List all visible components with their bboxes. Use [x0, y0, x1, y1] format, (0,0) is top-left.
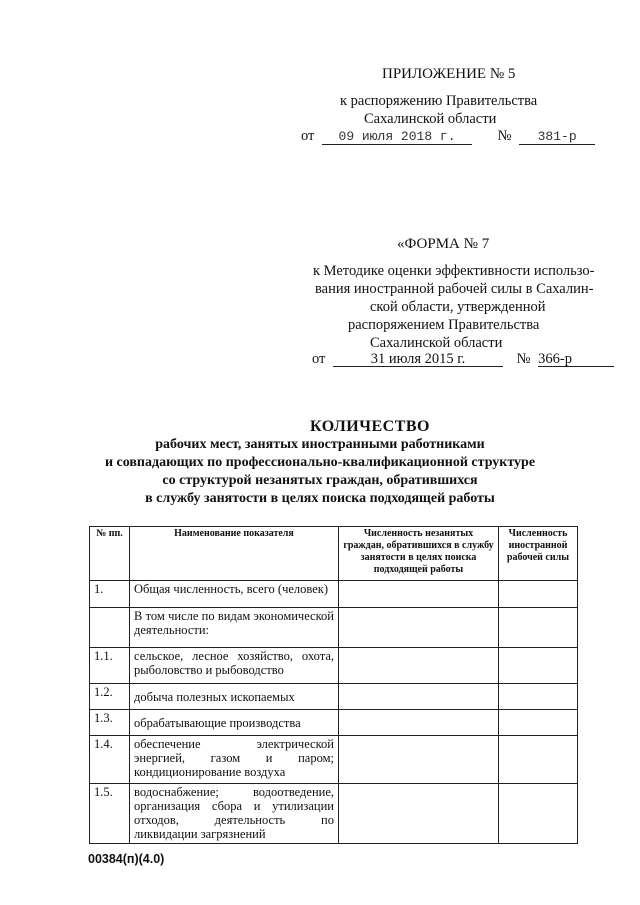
cell-unemployed[interactable] [339, 608, 499, 648]
appendix-title: ПРИЛОЖЕНИЕ № 5 [382, 66, 516, 82]
indicators-table [89, 526, 578, 844]
appendix-number-label: № [497, 128, 512, 144]
document-subtitle-4: в службу занятости в целях поиска подходящей работы [145, 491, 495, 506]
cell-foreign[interactable] [499, 710, 578, 736]
cell-foreign[interactable] [499, 736, 578, 784]
appendix-line-1: к распоряжению Правительства [340, 93, 538, 109]
form-line-1: к Методике оценки эффективности использо- [313, 263, 595, 279]
table-row [90, 736, 578, 784]
appendix-date-row [301, 128, 595, 145]
form-date-row [312, 351, 614, 368]
row-number: 1.5. [90, 784, 130, 844]
form-line-3: ской области, утвержденной [370, 299, 546, 315]
form-line-2: вания иностранной рабочей силы в Сахалин- [315, 281, 594, 297]
appendix-date: 09 июля 2018 г. [322, 130, 472, 145]
table-row [90, 784, 578, 844]
cell-unemployed[interactable] [339, 784, 499, 844]
table-header-row [90, 527, 578, 581]
cell-foreign[interactable] [499, 648, 578, 684]
header-foreign: Численность иностранной рабочей силы [499, 527, 578, 581]
document-subtitle-1: рабочих мест, занятых иностранными работниками [155, 437, 485, 452]
header-name: Наименование показателя [130, 527, 339, 581]
row-indicator-name: добыча полезных ископаемых [130, 684, 339, 710]
row-indicator-name: обеспечение электрической энергией, газом и паром; кондиционирование воздуха [130, 736, 339, 784]
form-number-label: № [516, 351, 531, 367]
row-number: 1.3. [90, 710, 130, 736]
form-line-4: распоряжением Правительства [348, 317, 540, 333]
row-indicator-name: водоснабжение; водоотведение, организация сбора и утилизации отходов, деятельность по ликвидации загрязнений [130, 784, 339, 844]
form-line-5: Сахалинской области [370, 335, 503, 351]
row-number: 1.2. [90, 684, 130, 710]
table-row [90, 710, 578, 736]
table-row [90, 648, 578, 684]
row-number: 1.1. [90, 648, 130, 684]
header-no: № пп. [90, 527, 130, 581]
document-code: 00384(п)(4.0) [88, 852, 165, 866]
form-title: «ФОРМА № 7 [397, 236, 490, 252]
row-indicator-name: сельское, лесное хозяйство, охота, рыболовство и рыбоводство [130, 648, 339, 684]
cell-unemployed[interactable] [339, 736, 499, 784]
form-number: 366-р [538, 352, 614, 367]
row-indicator-name: обрабатывающие производства [130, 710, 339, 736]
row-indicator-name: В том числе по видам экономической деятельности: [130, 608, 339, 648]
table-row [90, 684, 578, 710]
cell-unemployed[interactable] [339, 581, 499, 608]
header-unemployed: Численность незанятых граждан, обратившихся в службу занятости в целях поиска подходящей работы [339, 527, 499, 581]
cell-foreign[interactable] [499, 684, 578, 710]
document-title: КОЛИЧЕСТВО [310, 418, 430, 435]
row-number [90, 608, 130, 648]
cell-foreign[interactable] [499, 784, 578, 844]
appendix-from-label: от [301, 128, 315, 144]
cell-unemployed[interactable] [339, 710, 499, 736]
cell-foreign[interactable] [499, 608, 578, 648]
appendix-number: 381-р [519, 130, 595, 145]
row-number: 1. [90, 581, 130, 608]
document-subtitle-3: со структурой незанятых граждан, обратившихся [162, 473, 478, 488]
cell-unemployed[interactable] [339, 648, 499, 684]
document-subtitle-2: и совпадающих по профессионально-квалификационной структуре [104, 455, 536, 470]
cell-unemployed[interactable] [339, 684, 499, 710]
row-number: 1.4. [90, 736, 130, 784]
form-from-label: от [312, 351, 326, 367]
table-row [90, 608, 578, 648]
row-indicator-name: Общая численность, всего (человек) [130, 581, 339, 608]
table-row [90, 581, 578, 608]
form-date: 31 июля 2015 г. [333, 352, 503, 367]
cell-foreign[interactable] [499, 581, 578, 608]
appendix-line-2: Сахалинской области [364, 111, 497, 127]
